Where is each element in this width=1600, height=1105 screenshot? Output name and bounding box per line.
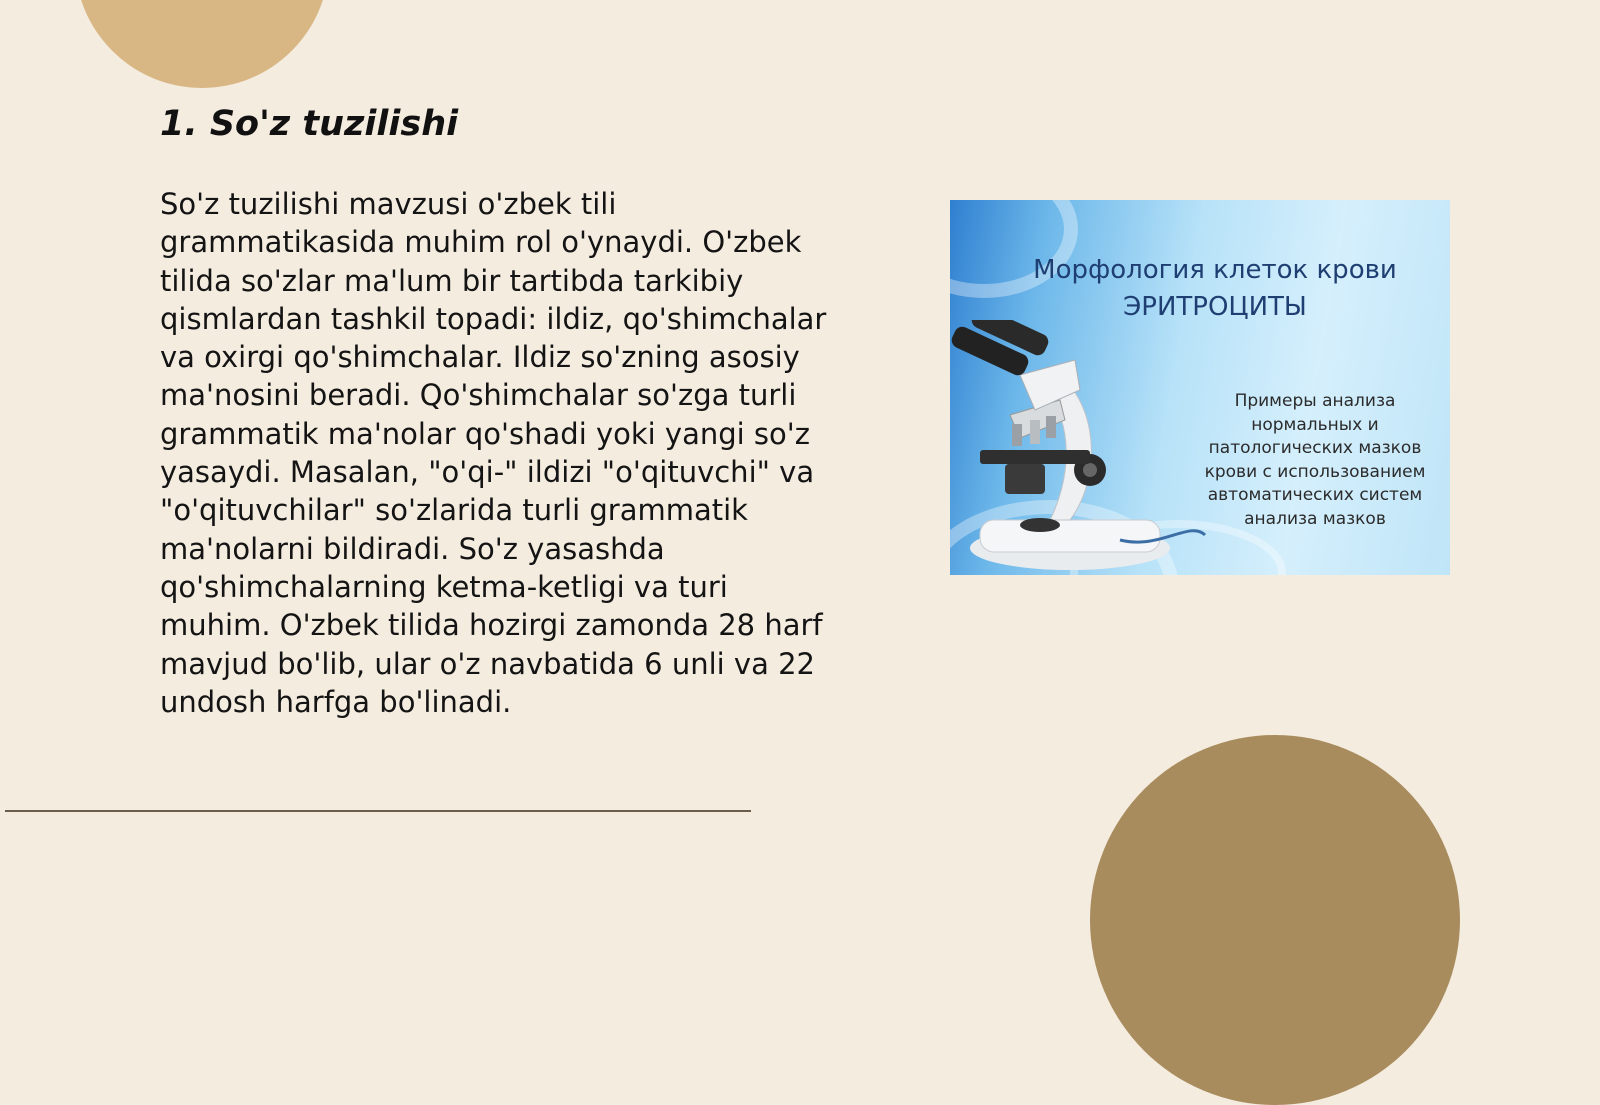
- slide-body-text: So'z tuzilishi mavzusi o'zbek tili grammatikasida muhim rol o'ynaydi. O'zbek tilida so'zlar ma'lum bir tartibda tarkibiy qismlardan tashkil topadi: ildiz, qo'shimchalar va oxirgi qo'shimchalar. Ildiz so'zning asosiy ma'nosini beradi. Qo'shimchalar so'zga turli grammatik ma'nolar qo'shadi yoki yangi so'z yasaydi. Masalan, "o'qi-" ildizi "o'qituvchi" va "o'qituvchilar" so'zlarida turli grammatik ma'nolarni bildiradi. So'z yasashda qo'shimchalarning ketma-ketligi va turi muhim. O'zbek tilida hozirgi zamonda 28 harf mavjud bo'lib, ular o'z navbatida 6 unli va 22 undosh harfga bo'linadi.: [160, 187, 827, 719]
- image-title-line2: ЭРИТРОЦИТЫ: [1123, 292, 1307, 322]
- image-caption-line: крови с использованием: [1204, 461, 1426, 482]
- image-caption-line: анализа мазков: [1244, 508, 1386, 529]
- image-caption-line: автоматических систем: [1207, 485, 1423, 505]
- slide-title: 1. So'z tuzilishi: [160, 104, 459, 144]
- image-title: [990, 252, 1440, 326]
- image-caption-line: нормальных и: [1251, 414, 1379, 435]
- image-caption-line: патологических мазков: [1208, 438, 1422, 458]
- decorative-circle-top: [75, 0, 329, 88]
- image-caption-line: Примеры анализа: [1234, 391, 1396, 411]
- image-caption: [1190, 390, 1440, 531]
- decorative-circle-bottom: [1090, 735, 1460, 1105]
- divider-line: [5, 810, 751, 812]
- slide-image: [950, 200, 1450, 575]
- image-title-line1: Морфология клеток крови: [1033, 255, 1397, 285]
- microscope-icon: [950, 320, 1210, 575]
